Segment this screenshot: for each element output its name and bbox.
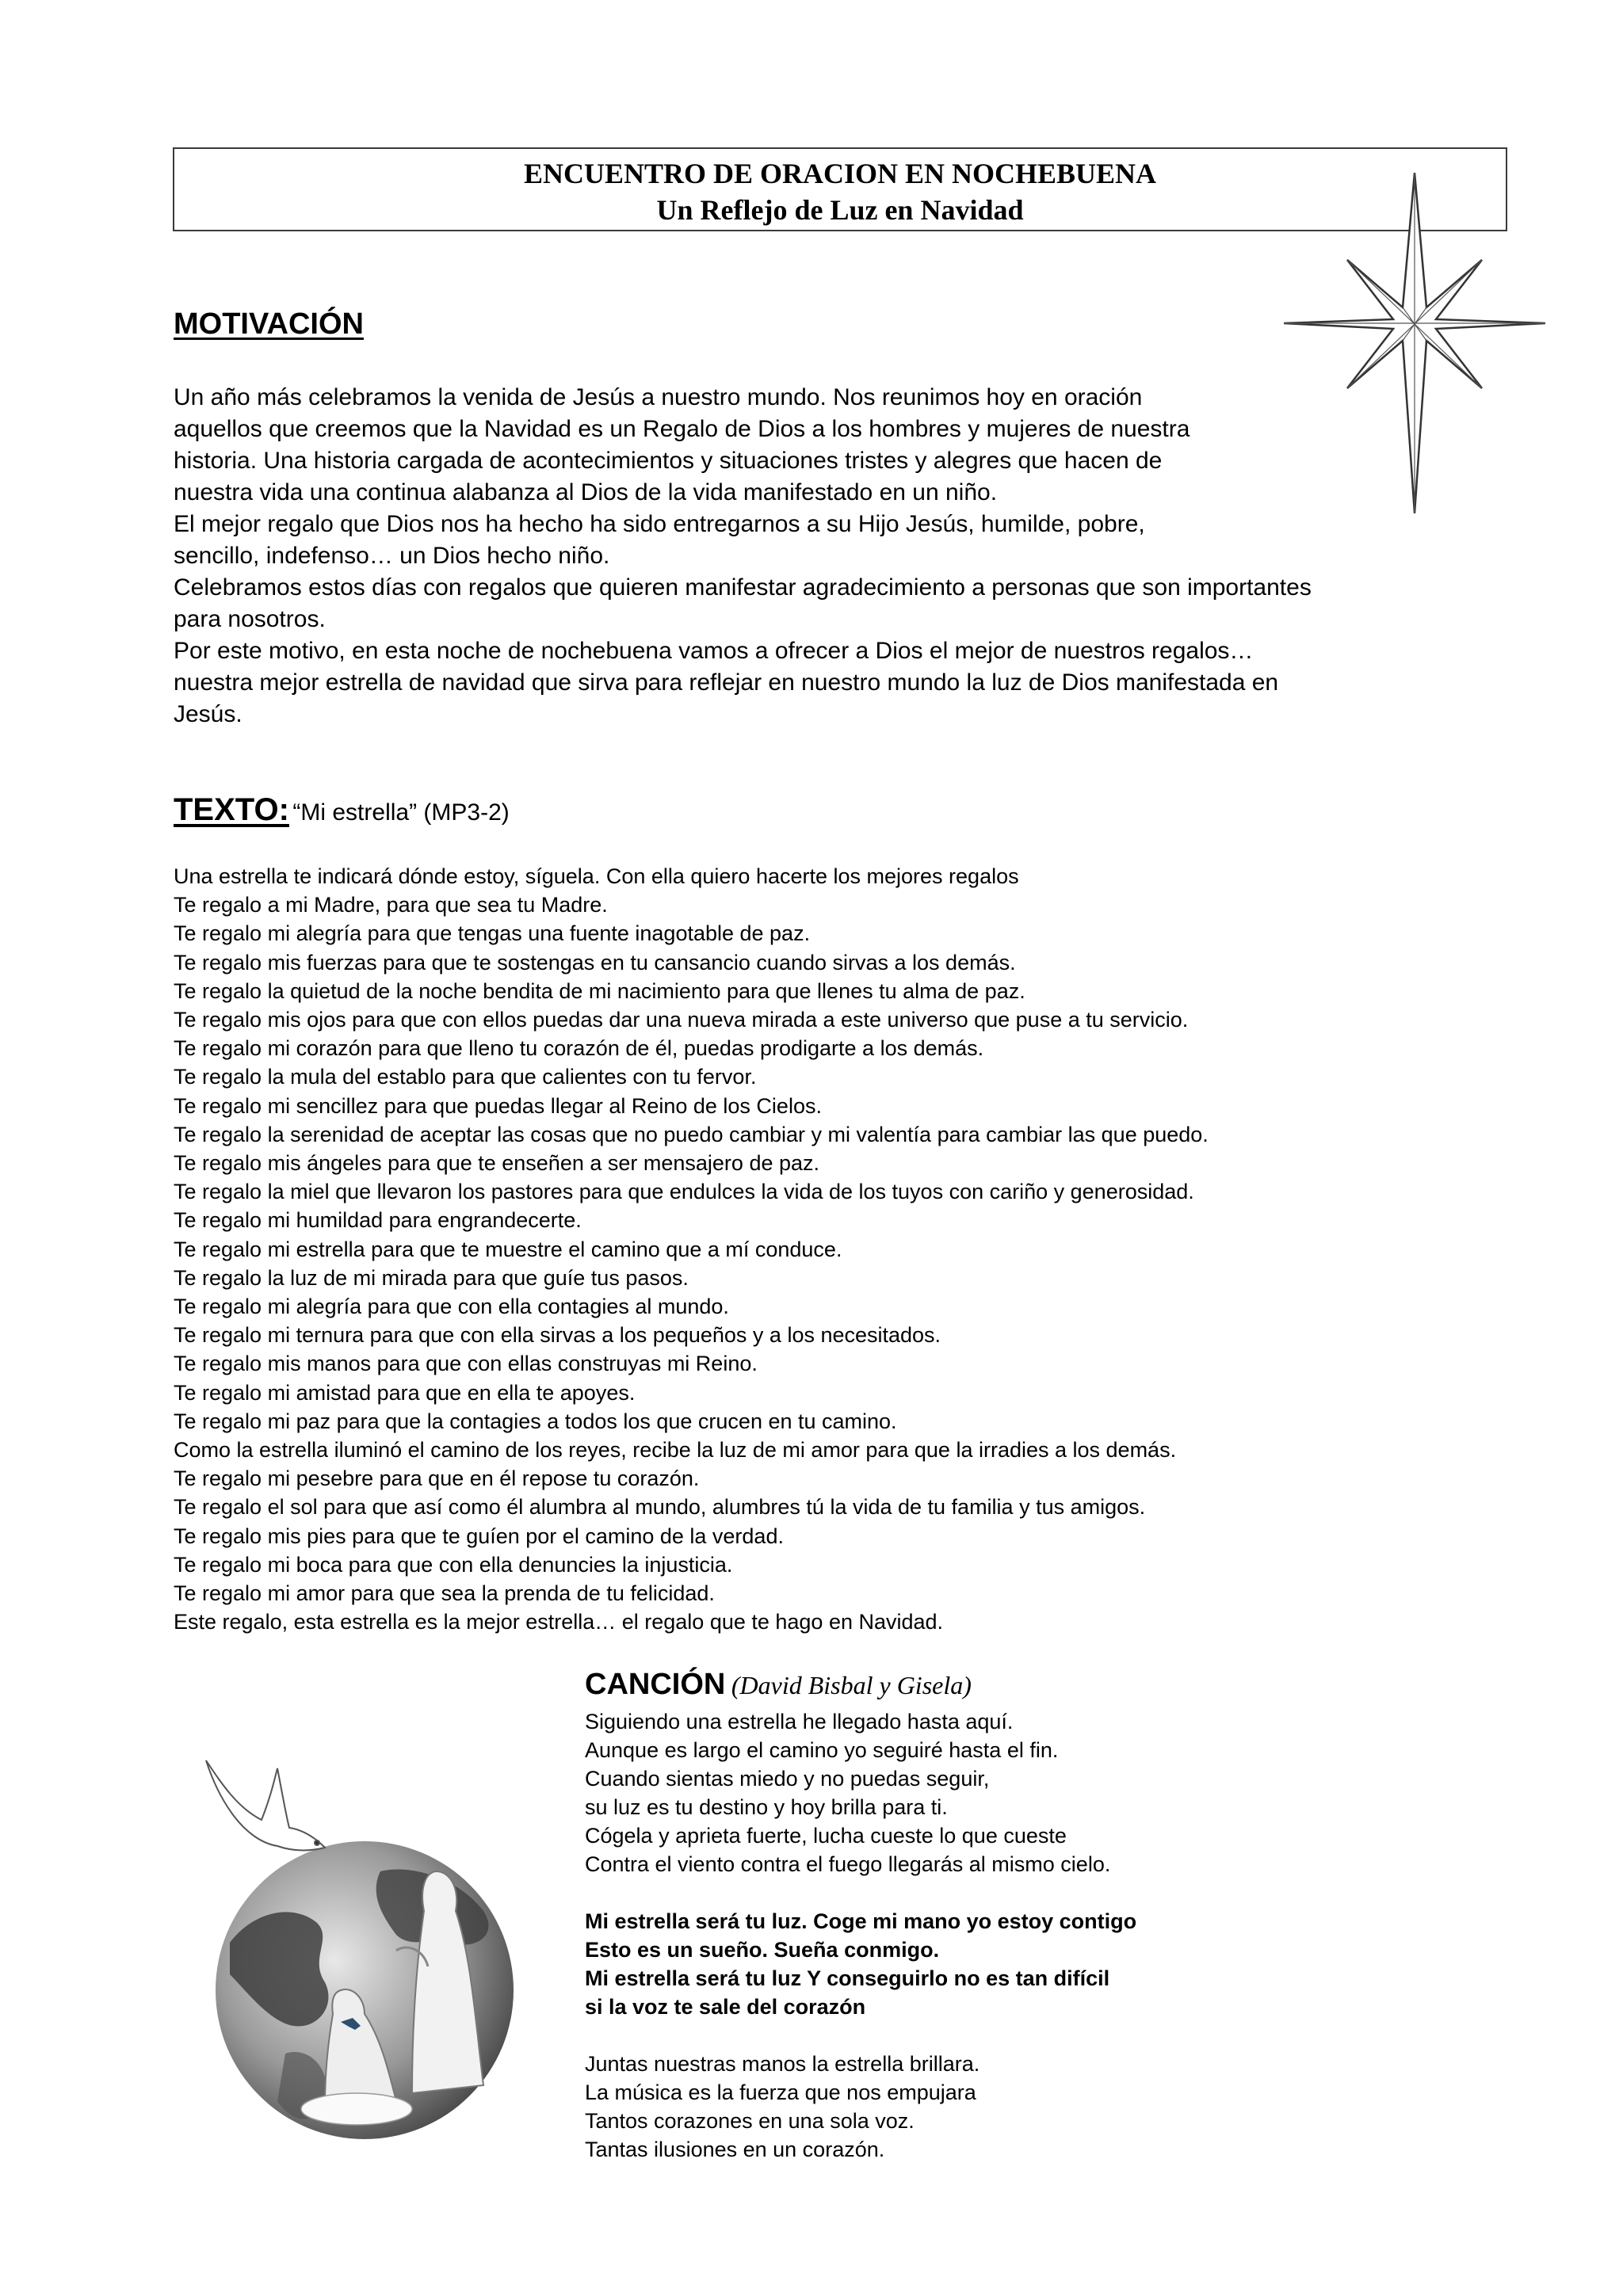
- song-line: La música es la fuerza que nos empujara: [585, 2081, 976, 2104]
- motivacion-line: nuestra mejor estrella de navidad que sirva para reflejar en nuestro mundo la luz de Dios manifestada en: [174, 669, 1279, 696]
- motivacion-line: historia. Una historia cargada de acontecimientos y situaciones tristes y alegres que hacen de: [174, 448, 1163, 474]
- cancion-heading-row: [585, 1665, 1377, 1706]
- song-line: su luz es tu destino y hoy brilla para ti.: [585, 1795, 948, 1819]
- motivacion-line: El mejor regalo que Dios nos ha hecho ha sido entregarnos a su Hijo Jesús, humilde, pobre,: [174, 511, 1145, 537]
- motivacion-line: Jesús.: [174, 701, 242, 727]
- song-line: Tantas ilusiones en un corazón.: [585, 2138, 885, 2161]
- poem-line: Te regalo la miel que llevaron los pastores para que endulces la vida de los tuyos con cariño y generosidad.: [174, 1180, 1194, 1204]
- poem-line: Te regalo el sol para que así como él alumbra al mundo, alumbres tú la vida de tu familia y tus amigos.: [174, 1495, 1146, 1520]
- motivacion-heading: MOTIVACIÓN: [174, 307, 364, 341]
- song-line: Aunque es largo el camino yo seguiré hasta el fin.: [585, 1738, 1059, 1762]
- poem-line: Te regalo mi sencillez para que puedas llegar al Reino de los Cielos.: [174, 1093, 822, 1118]
- poem-line: Te regalo mis fuerzas para que te sostengas en tu cansancio cuando sirvas a los demás.: [174, 950, 1016, 974]
- motivacion-paragraph: [174, 382, 1552, 730]
- poem-line: Una estrella te indicará dónde estoy, síguela. Con ella quiero hacerte los mejores regalos: [174, 864, 1019, 888]
- chorus-line: Mi estrella será tu luz. Coge mi mano yo estoy contigo: [585, 1909, 1137, 1933]
- texto-heading: TEXTO:: [174, 792, 289, 827]
- poem-line: Este regalo, esta estrella es la mejor estrella… el regalo que te hago en Navidad.: [174, 1610, 944, 1634]
- poem-line: Te regalo mis ojos para que con ellos puedas dar una nueva mirada a este universo que puse a tu servicio.: [174, 1008, 1189, 1032]
- page-title: ENCUENTRO DE ORACION EN NOCHEBUENA: [523, 158, 1157, 189]
- poem-line: Como la estrella iluminó el camino de los reyes, recibe la luz de mi amor para que la irradies a los demás.: [174, 1438, 1177, 1463]
- texto-poem: [174, 862, 1521, 1636]
- motivacion-line: para nosotros.: [174, 606, 326, 632]
- poem-line: Te regalo mi pesebre para que en él repose tu corazón.: [174, 1466, 700, 1491]
- texto-subtitle: “Mi estrella” (MP3-2): [292, 799, 510, 826]
- song-line: Cógela y aprieta fuerte, lucha cueste lo que cueste: [585, 1824, 1067, 1848]
- poem-line: Te regalo mis manos para que con ellas construyas mi Reino.: [174, 1352, 758, 1376]
- poem-line: Te regalo a mi Madre, para que sea tu Madre.: [174, 893, 608, 917]
- globe-dove-nativity-illustration: [198, 1753, 547, 2141]
- poem-line: Te regalo mi corazón para que lleno tu corazón de él, puedas prodigarte a los demás.: [174, 1036, 984, 1061]
- cancion-section: [585, 1665, 1377, 2192]
- song-line: Contra el viento contra el fuego llegarás al mismo cielo.: [585, 1852, 1111, 1876]
- poem-line: Te regalo mi amor para que sea la prenda de tu felicidad.: [174, 1581, 715, 1606]
- song-line: Juntas nuestras manos la estrella brillara.: [585, 2052, 980, 2076]
- poem-line: Te regalo mi estrella para que te muestre el camino que a mí conduce.: [174, 1237, 842, 1261]
- poem-line: Te regalo mi humildad para engrandecerte.: [174, 1208, 582, 1233]
- motivacion-line: aquellos que creemos que la Navidad es un Regalo de Dios a los hombres y mujeres de nuestra: [174, 416, 1190, 442]
- page-subtitle: Un Reflejo de Luz en Navidad: [656, 194, 1024, 226]
- poem-line: Te regalo mi boca para que con ella denuncies la injusticia.: [174, 1552, 733, 1577]
- poem-line: Te regalo la serenidad de aceptar las cosas que no puedo cambiar y mi valentía para cambiar las que puedo.: [174, 1122, 1209, 1146]
- song-chorus: [585, 1907, 1377, 2021]
- chorus-line: Mi estrella será tu luz Y conseguirlo no es tan difícil: [585, 1966, 1110, 1990]
- song-line: Cuando sientas miedo y no puedas seguir,: [585, 1767, 990, 1791]
- chorus-line: Esto es un sueño. Sueña conmigo.: [585, 1938, 940, 1962]
- song-line: Tantos corazones en una sola voz.: [585, 2109, 915, 2133]
- song-verse-2: [585, 2050, 1377, 2164]
- poem-line: Te regalo mis ángeles para que te enseñen a ser mensajero de paz.: [174, 1151, 820, 1176]
- poem-line: Te regalo la mula del establo para que calientes con tu fervor.: [174, 1065, 757, 1089]
- motivacion-line: sencillo, indefenso… un Dios hecho niño.: [174, 543, 610, 569]
- motivacion-line: Por este motivo, en esta noche de nochebuena vamos a ofrecer a Dios el mejor de nuestros regalos…: [174, 638, 1254, 664]
- chorus-line: si la voz te sale del corazón: [585, 1995, 866, 2019]
- poem-line: Te regalo mis pies para que te guíen por el camino de la verdad.: [174, 1524, 784, 1548]
- cancion-author: (David Bisbal y Gisela): [731, 1671, 972, 1699]
- song-line: Siguiendo una estrella he llegado hasta aquí.: [585, 1710, 1014, 1733]
- poem-line: Te regalo mi alegría para que tengas una fuente inagotable de paz.: [174, 921, 811, 946]
- texto-heading-row: [174, 792, 510, 828]
- poem-line: Te regalo la luz de mi mirada para que guíe tus pasos.: [174, 1265, 689, 1290]
- motivacion-line: nuestra vida una continua alabanza al Dios de la vida manifestado en un niño.: [174, 479, 998, 505]
- poem-line: Te regalo la quietud de la noche bendita de mi nacimiento para que llenes tu alma de paz.: [174, 978, 1025, 1003]
- motivacion-line: Celebramos estos días con regalos que quieren manifestar agradecimiento a personas que son importantes: [174, 574, 1312, 601]
- song-verse-1: [585, 1707, 1377, 1878]
- poem-line: Te regalo mi amistad para que en ella te apoyes.: [174, 1380, 636, 1405]
- motivacion-line: Un año más celebramos la venida de Jesús a nuestro mundo. Nos reunimos hoy en oración: [174, 384, 1143, 410]
- poem-line: Te regalo mi ternura para que con ella sirvas a los pequeños y a los necesitados.: [174, 1323, 941, 1348]
- cancion-heading: CANCIÓN: [585, 1668, 726, 1701]
- poem-line: Te regalo mi paz para que la contagies a todos los que crucen en tu camino.: [174, 1409, 897, 1433]
- poem-line: Te regalo mi alegría para que con ella contagies al mundo.: [174, 1295, 729, 1319]
